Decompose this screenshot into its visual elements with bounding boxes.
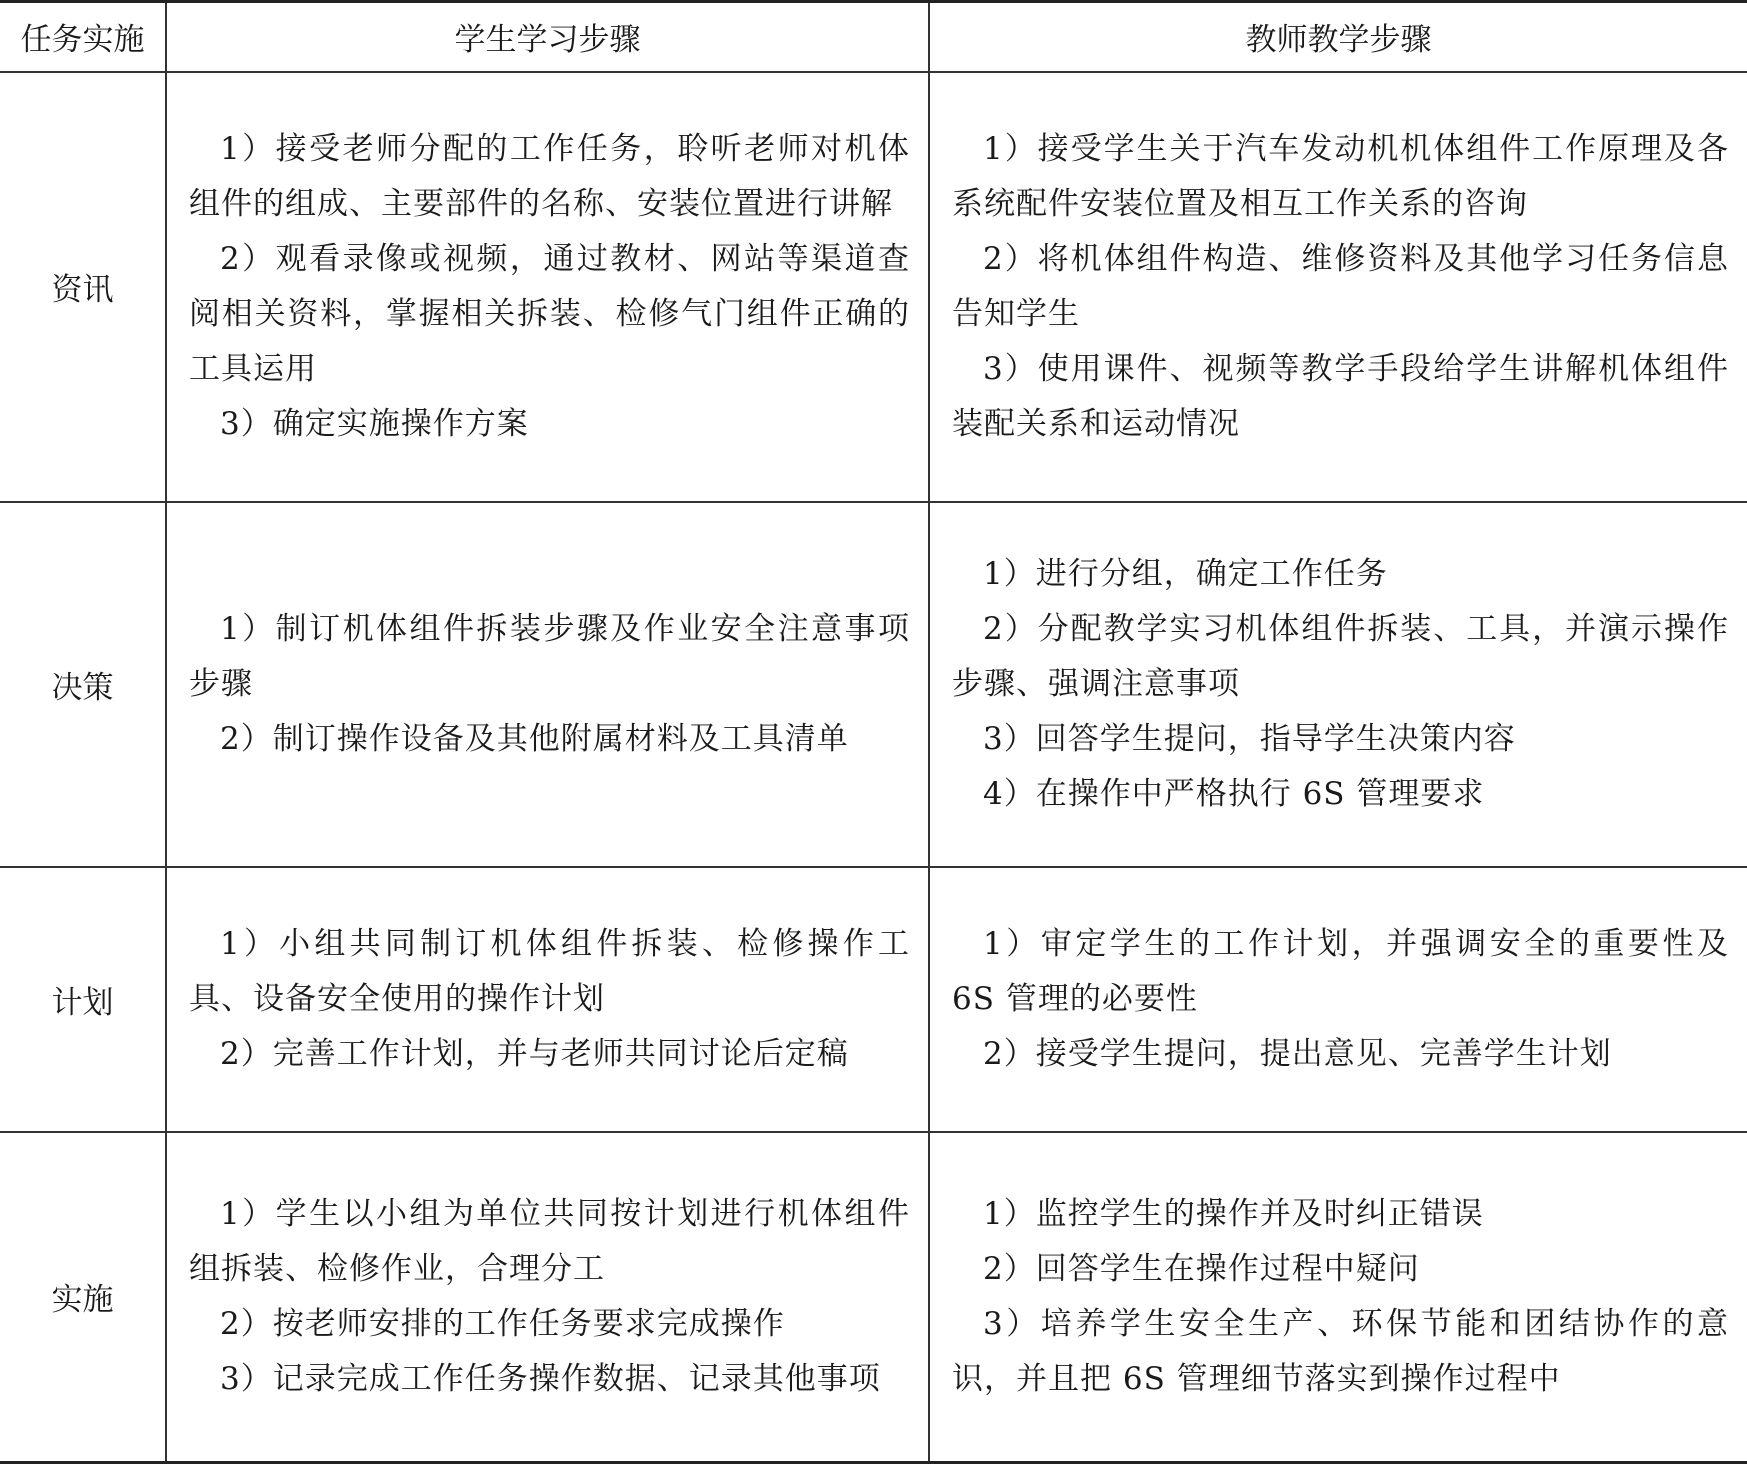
teacher-step: 2）回答学生在操作过程中疑问 xyxy=(983,1250,1420,1287)
table-row xyxy=(0,502,1747,867)
header-task-implementation: 任务实施 xyxy=(0,2,166,72)
teacher-steps-cell xyxy=(929,1132,1747,1463)
student-step: 2）观看录像或视频，通过教材、网站等渠道查阅相关资料，掌握相关拆装、检修气门组件正确的工具运用 xyxy=(189,240,910,387)
teacher-step: 3）培养学生安全生产、环保节能和团结协作的意识，并且把 6S 管理细节落实到操作过程中 xyxy=(952,1305,1729,1397)
student-step: 1）小组共同制订机体组件拆装、检修操作工具、设备安全使用的操作计划 xyxy=(189,925,910,1017)
teacher-step: 2）接受学生提问，提出意见、完善学生计划 xyxy=(983,1035,1612,1072)
header-student-steps: 学生学习步骤 xyxy=(166,2,929,72)
student-steps-cell xyxy=(166,502,929,867)
teacher-step: 2）分配教学实习机体组件拆装、工具，并演示操作步骤、强调注意事项 xyxy=(952,610,1729,702)
teacher-step: 3）回答学生提问，指导学生决策内容 xyxy=(983,720,1516,757)
table-row xyxy=(0,867,1747,1132)
phase-cell: 决策 xyxy=(0,502,166,867)
student-step: 2）完善工作计划，并与老师共同讨论后定稿 xyxy=(220,1035,849,1072)
student-steps-cell xyxy=(166,1132,929,1463)
teacher-step: 4）在操作中严格执行 6S 管理要求 xyxy=(983,775,1485,812)
teacher-steps-cell xyxy=(929,502,1747,867)
phase-cell: 实施 xyxy=(0,1132,166,1463)
teacher-step: 2）将机体组件构造、维修资料及其他学习任务信息告知学生 xyxy=(952,240,1729,332)
table-row xyxy=(0,1132,1747,1463)
student-steps-cell xyxy=(166,72,929,502)
teacher-step: 1）进行分组，确定工作任务 xyxy=(983,555,1388,592)
phase-cell: 计划 xyxy=(0,867,166,1132)
teacher-step: 3）使用课件、视频等教学手段给学生讲解机体组件装配关系和运动情况 xyxy=(952,350,1729,442)
student-step: 2）制订操作设备及其他附属材料及工具清单 xyxy=(220,720,849,757)
student-steps-cell xyxy=(166,867,929,1132)
student-step: 1）学生以小组为单位共同按计划进行机体组件组拆装、检修作业，合理分工 xyxy=(189,1195,910,1287)
teacher-step: 1）审定学生的工作计划，并强调安全的重要性及 6S 管理的必要性 xyxy=(952,925,1729,1017)
student-step: 2）按老师安排的工作任务要求完成操作 xyxy=(220,1305,785,1342)
teacher-steps-cell xyxy=(929,867,1747,1132)
student-step: 3）确定实施操作方案 xyxy=(220,405,529,442)
table-row xyxy=(0,72,1747,502)
header-teacher-steps: 教师教学步骤 xyxy=(929,2,1747,72)
student-step: 3）记录完成工作任务操作数据、记录其他事项 xyxy=(220,1360,881,1397)
student-step: 1）制订机体组件拆装步骤及作业安全注意事项步骤 xyxy=(189,610,910,702)
teacher-step: 1）监控学生的操作并及时纠正错误 xyxy=(983,1195,1484,1232)
phase-cell: 资讯 xyxy=(0,72,166,502)
student-step: 1）接受老师分配的工作任务，聆听老师对机体组件的组成、主要部件的名称、安装位置进行讲解 xyxy=(189,130,910,222)
table-header-row xyxy=(0,2,1747,72)
teacher-step: 1）接受学生关于汽车发动机机体组件工作原理及各系统配件安装位置及相互工作关系的咨询 xyxy=(952,130,1729,222)
teacher-steps-cell xyxy=(929,72,1747,502)
